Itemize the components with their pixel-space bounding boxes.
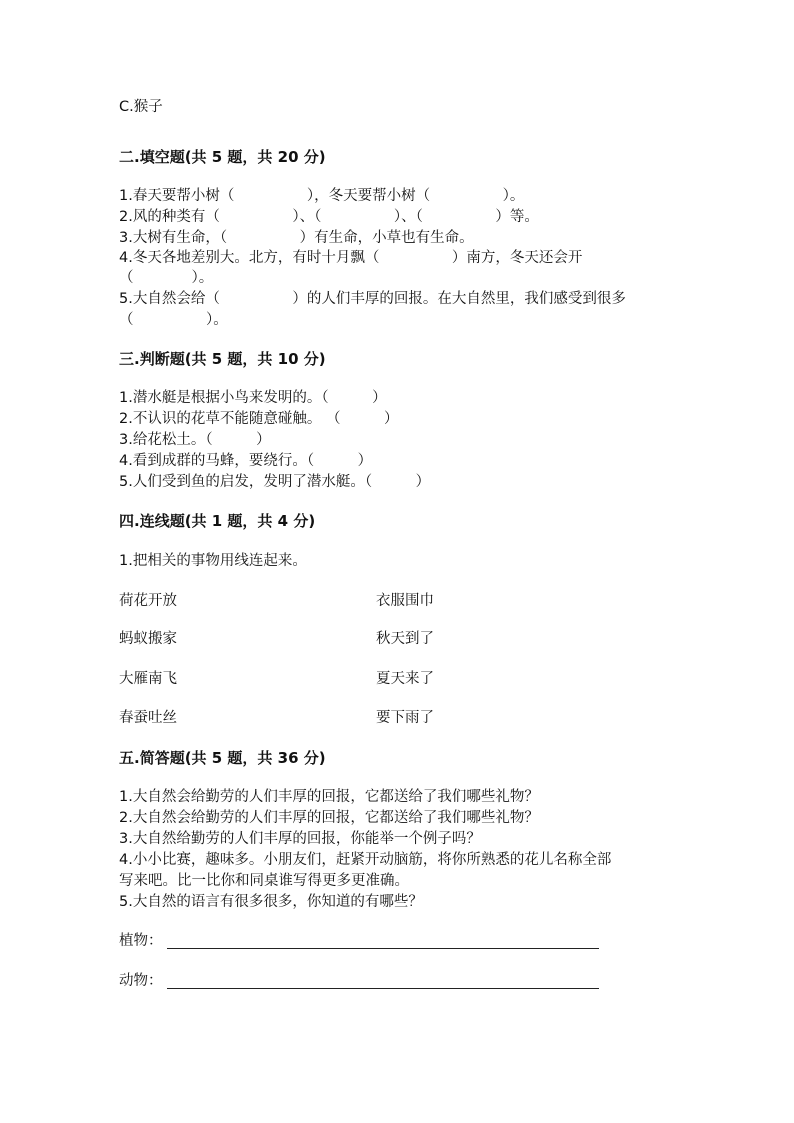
judge-question-2: 2.不认识的花草不能随意碰触。 （ ）	[119, 411, 399, 427]
fill-question-5: 5.大自然会给（ ）的人们丰厚的回报。在大自然里，我们感受到很多	[119, 291, 626, 307]
animals-answer-line[interactable]	[167, 988, 599, 989]
section-5-heading: 五.简答题(共 5 题，共 36 分)	[119, 749, 326, 767]
plants-answer-row	[119, 931, 599, 953]
match-right-item: 要下雨了	[376, 710, 434, 726]
judge-question-4: 4.看到成群的马蜂，要绕行。（ ）	[119, 453, 373, 469]
section-4-heading: 四.连线题(共 1 题，共 4 分)	[119, 512, 316, 530]
short-question-4-cont: 写来吧。比一比你和同桌谁写得更多更准确。	[119, 873, 409, 889]
match-right-item: 秋天到了	[376, 631, 434, 647]
fill-question-3: 3.大树有生命，（ ）有生命，小草也有生命。	[119, 230, 474, 246]
plants-answer-line[interactable]	[167, 948, 599, 949]
section-3-heading: 三.判断题(共 5 题，共 10 分)	[119, 350, 326, 368]
short-question-4: 4.小小比赛，趣味多。小朋友们，赶紧开动脑筋，将你所熟悉的花儿名称全部	[119, 852, 612, 868]
matching-question: 1.把相关的事物用线连起来。	[119, 553, 307, 569]
section-2-heading: 二.填空题(共 5 题，共 20 分)	[119, 148, 326, 166]
match-right-item: 衣服围巾	[376, 593, 434, 609]
match-left-item: 大雁南飞	[119, 671, 177, 687]
fill-question-4-cont: （ ）。	[119, 270, 214, 286]
fill-question-5-cont: （ ）。	[119, 312, 228, 328]
short-question-5: 5.大自然的语言有很多很多，你知道的有哪些？	[119, 894, 423, 910]
match-right-item: 夏天来了	[376, 671, 434, 687]
animals-answer-row	[119, 971, 599, 993]
match-left-item: 荷花开放	[119, 593, 177, 609]
judge-question-5: 5.人们受到鱼的启发，发明了潜水艇。（ ）	[119, 474, 431, 490]
match-left-item: 春蚕吐丝	[119, 710, 177, 726]
animals-label: 动物：	[119, 973, 163, 989]
fill-question-1: 1.春天要帮小树（ ），冬天要帮小树（ ）。	[119, 188, 525, 204]
short-question-2: 2.大自然会给勤劳的人们丰厚的回报，它都送给了我们哪些礼物？	[119, 810, 539, 826]
fill-question-2: 2.风的种类有（ ）、（ ）、（ ）等。	[119, 209, 539, 225]
fill-question-4: 4.冬天各地差别大。北方，有时十月飘（ ）南方，冬天还会开	[119, 250, 583, 266]
match-left-item: 蚂蚁搬家	[119, 631, 177, 647]
short-question-1: 1.大自然会给勤劳的人们丰厚的回报，它都送给了我们哪些礼物？	[119, 789, 539, 805]
judge-question-3: 3.给花松土。（ ）	[119, 432, 271, 448]
short-question-3: 3.大自然给勤劳的人们丰厚的回报，你能举一个例子吗？	[119, 831, 481, 847]
judge-question-1: 1.潜水艇是根据小鸟来发明的。（ ）	[119, 390, 387, 406]
previous-option-c: C.猴子	[119, 99, 163, 115]
plants-label: 植物：	[119, 933, 163, 949]
